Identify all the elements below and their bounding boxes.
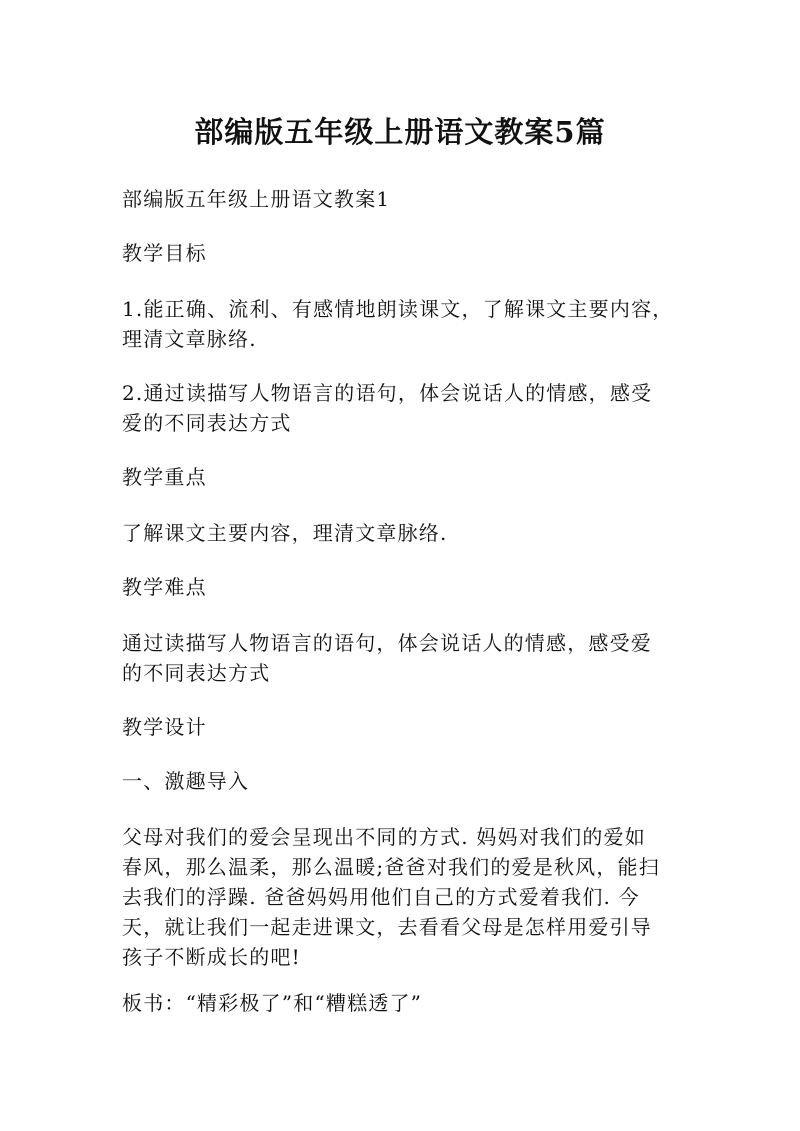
introduction-paragraph: 父母对我们的爱会呈现出不同的方式. 妈妈对我们的爱如 春风，那么温柔，那么温暖;爸爸对我们的爱是秋风，能扫 去我们的浮躁. 爸爸妈妈用他们自己的方式爱着我们. 今 天，就让我们一起走进课文，去看看父母是怎样用爱引导 孩子不断成长的吧!: [122, 825, 660, 969]
heading-teaching-objectives: 教学目标: [122, 241, 207, 265]
objective-item-2: 2.通过读描写人物语言的语句，体会说话人的情感，感受 爱的不同表达方式: [122, 381, 653, 435]
section-heading-lesson-1: 部编版五年级上册语文教案1: [122, 187, 391, 211]
document-title: 部编版五年级上册语文教案5篇: [194, 115, 606, 149]
teaching-difficulty-text: 通过读描写人物语言的语句，体会说话人的情感，感受爱 的不同表达方式: [122, 631, 652, 685]
heading-teaching-focus: 教学重点: [122, 465, 207, 489]
blackboard-note: 板书：“精彩极了”和“糟糕透了”: [122, 991, 423, 1015]
subheading-introduction: 一、激趣导入: [122, 769, 250, 793]
objective-item-1: 1.能正确、流利、有感情地朗读课文，了解课文主要内容， 理清文章脉络.: [122, 297, 674, 351]
teaching-focus-text: 了解课文主要内容，理清文章脉络.: [122, 521, 448, 545]
heading-teaching-design: 教学设计: [122, 715, 207, 739]
heading-teaching-difficulty: 教学难点: [122, 575, 207, 599]
